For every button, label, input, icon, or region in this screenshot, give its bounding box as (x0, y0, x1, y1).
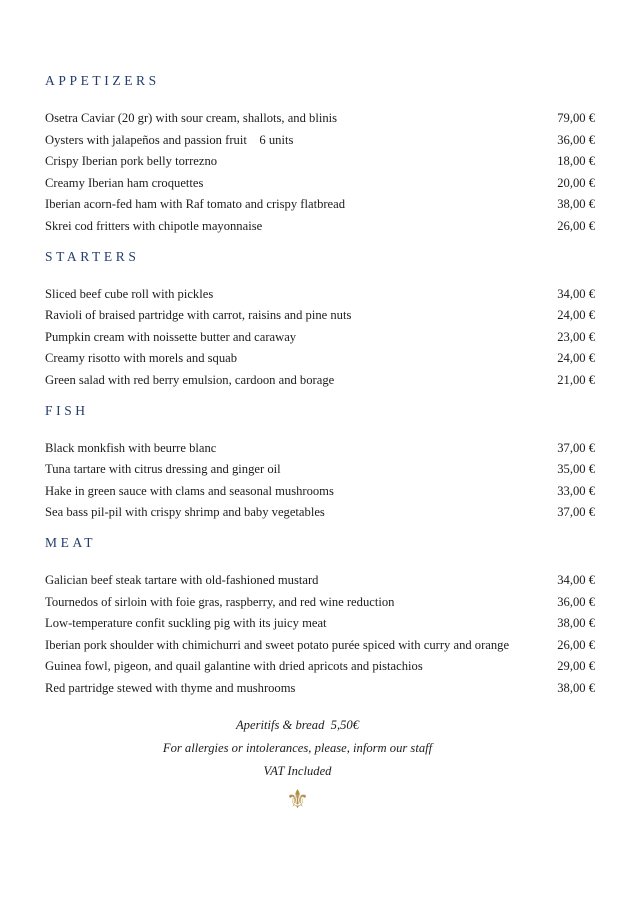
dish-price: 38,00 € (557, 616, 595, 631)
menu-item (45, 438, 595, 460)
menu-item (45, 108, 595, 130)
menu-item (45, 305, 595, 327)
dish-price: 26,00 € (557, 218, 595, 233)
menu-item (45, 130, 595, 152)
dish-name: Osetra Caviar (20 gr) with sour cream, shallots, and blinis (45, 111, 338, 125)
menu-footer (45, 714, 550, 815)
section-title-meat: MEAT (45, 534, 97, 550)
dish-name: Crispy Iberian pork belly torrezno (45, 154, 218, 169)
menu-item (45, 151, 595, 173)
dish-name: Iberian acorn-fed ham with Raf tomato and crispy flatbread (45, 197, 346, 212)
menu-item (45, 481, 595, 503)
dish-price: 34,00 € (557, 572, 595, 587)
dish-price: 21,00 € (557, 372, 595, 387)
section-appetizers (45, 72, 595, 238)
dish-name: Sea bass pil-pil with crispy shrimp and baby vegetables (45, 505, 325, 520)
menu-item (45, 370, 595, 392)
menu-item (45, 348, 595, 370)
menu-item (45, 327, 595, 349)
dish-price: 26,00 € (557, 637, 595, 652)
dish-name: Black monkfish with beurre blanc (45, 440, 217, 455)
menu-item (45, 173, 595, 195)
dish-name: Galician beef steak tartare with old-fashioned mustard (45, 572, 319, 587)
dish-price: 33,00 € (557, 483, 595, 498)
dish-name: Creamy risotto with morels and squab (45, 351, 238, 366)
section-meat (45, 534, 595, 700)
menu-item (45, 592, 595, 614)
dish-name: Sliced beef cube roll with pickles (45, 286, 214, 301)
dish-price: 20,00 € (557, 175, 595, 190)
menu-item (45, 459, 595, 481)
menu-item (45, 570, 595, 592)
dish-name: Iberian pork shoulder with chimichurri and sweet potato purée spiced with curry and orange (45, 637, 510, 652)
dish-price: 35,00 € (557, 462, 595, 477)
dish-name: Tournedos of sirloin with foie gras, raspberry, and red wine reduction (45, 594, 395, 609)
menu-item (45, 194, 595, 216)
vat-note: VAT Included (263, 764, 332, 779)
menu-item (45, 613, 595, 635)
dish-price: 36,00 € (557, 132, 595, 147)
menu-item (45, 284, 595, 306)
fleur-de-lis-icon: ⚜ (285, 785, 310, 816)
dish-price: 29,00 € (557, 659, 595, 674)
dish-name: Tuna tartare with citrus dressing and ginger oil (45, 462, 281, 477)
dish-name: Green salad with red berry emulsion, cardoon and borage (45, 372, 335, 387)
dish-name: Red partridge stewed with thyme and mushrooms (45, 680, 296, 695)
section-fish (45, 402, 595, 524)
dish-price: 36,00 € (557, 594, 595, 609)
dish-name: Creamy Iberian ham croquettes (45, 175, 204, 190)
dish-price: 37,00 € (557, 440, 595, 455)
dish-name: Skrei cod fritters with chipotle mayonnaise (45, 218, 263, 233)
dish-price: 24,00 € (557, 308, 595, 323)
dish-name: Ravioli of braised partridge with carrot, raisins and pine nuts (45, 308, 352, 323)
dish-price: 18,00 € (557, 154, 595, 169)
menu-item (45, 502, 595, 524)
dish-name: Pumpkin cream with noissette butter and caraway (45, 329, 297, 344)
dish-price: 79,00 € (557, 111, 595, 125)
dish-name: Guinea fowl, pigeon, and quail galantine with dried apricots and pistachios (45, 659, 423, 674)
menu-item (45, 678, 595, 700)
section-title-fish: FISH (45, 402, 89, 418)
dish-price: 38,00 € (557, 197, 595, 212)
dish-price: 37,00 € (557, 505, 595, 520)
dish-price: 38,00 € (557, 680, 595, 695)
menu-item (45, 216, 595, 238)
dish-name: Oysters with jalapeños and passion fruit 6 units (45, 132, 294, 147)
section-title-starters: STARTERS (45, 248, 140, 264)
dish-price: 23,00 € (557, 329, 595, 344)
dish-name: Hake in green sauce with clams and seasonal mushrooms (45, 483, 334, 498)
menu-item (45, 656, 595, 678)
dish-price: 24,00 € (557, 351, 595, 366)
menu-item (45, 635, 595, 657)
aperitifs-note: Aperitifs & bread 5,50€ (235, 718, 360, 733)
section-title-appetizers: APPETIZERS (45, 73, 160, 88)
section-starters (45, 248, 595, 392)
dish-price: 34,00 € (557, 286, 595, 301)
allergies-note: For allergies or intolerances, please, inform our staff (162, 741, 433, 756)
dish-name: Low-temperature confit suckling pig with its juicy meat (45, 616, 327, 631)
